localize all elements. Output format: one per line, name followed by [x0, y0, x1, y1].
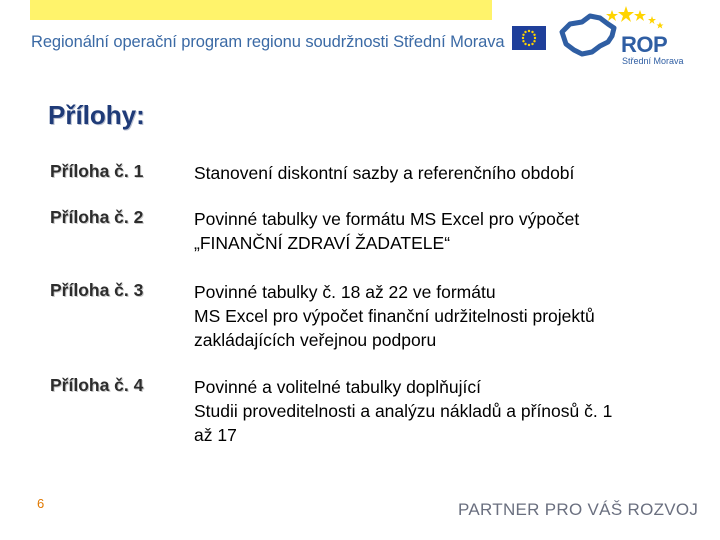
attachment-label: Příloha č. 4: [50, 375, 144, 395]
description-line: Povinné a volitelné tabulky doplňující: [194, 377, 481, 397]
attachment-label: Příloha č. 1: [50, 161, 144, 181]
attachment-label: Příloha č. 3: [50, 280, 144, 300]
rop-logo-subtitle: Střední Morava: [622, 56, 684, 66]
rop-logo-text: ROP: [621, 32, 668, 57]
attachment-description: [194, 161, 694, 185]
page-title: Přílohy:: [48, 100, 145, 130]
attachment-description: [194, 280, 694, 352]
description-line: Studii proveditelnosti a analýzu nákladů a přínosů č. 1: [194, 401, 613, 421]
description-line: Povinné tabulky č. 18 až 22 ve formátu: [194, 282, 496, 302]
attachment-label: Příloha č. 2: [50, 207, 144, 227]
description-line: MS Excel pro výpočet finanční udržitelnosti projektů: [194, 306, 595, 326]
program-title: Regionální operační program regionu soudržnosti Střední Morava: [31, 33, 505, 51]
eu-flag-icon: [512, 26, 546, 50]
header-yellow-bar: [30, 0, 492, 20]
attachment-description: [194, 375, 694, 447]
description-line: „FINANČNÍ ZDRAVÍ ŽADATELE“: [194, 233, 451, 253]
description-line: Povinné tabulky ve formátu MS Excel pro výpočet: [194, 209, 580, 229]
footer-slogan: PARTNER PRO VÁŠ ROZVOJ: [458, 500, 699, 519]
description-line: zakládajících veřejnou podporu: [194, 330, 437, 350]
page-number: 6: [37, 496, 45, 511]
description-line: Stanovení diskontní sazby a referenčního období: [194, 163, 575, 183]
attachment-description: [194, 207, 694, 255]
description-line: až 17: [194, 425, 237, 445]
